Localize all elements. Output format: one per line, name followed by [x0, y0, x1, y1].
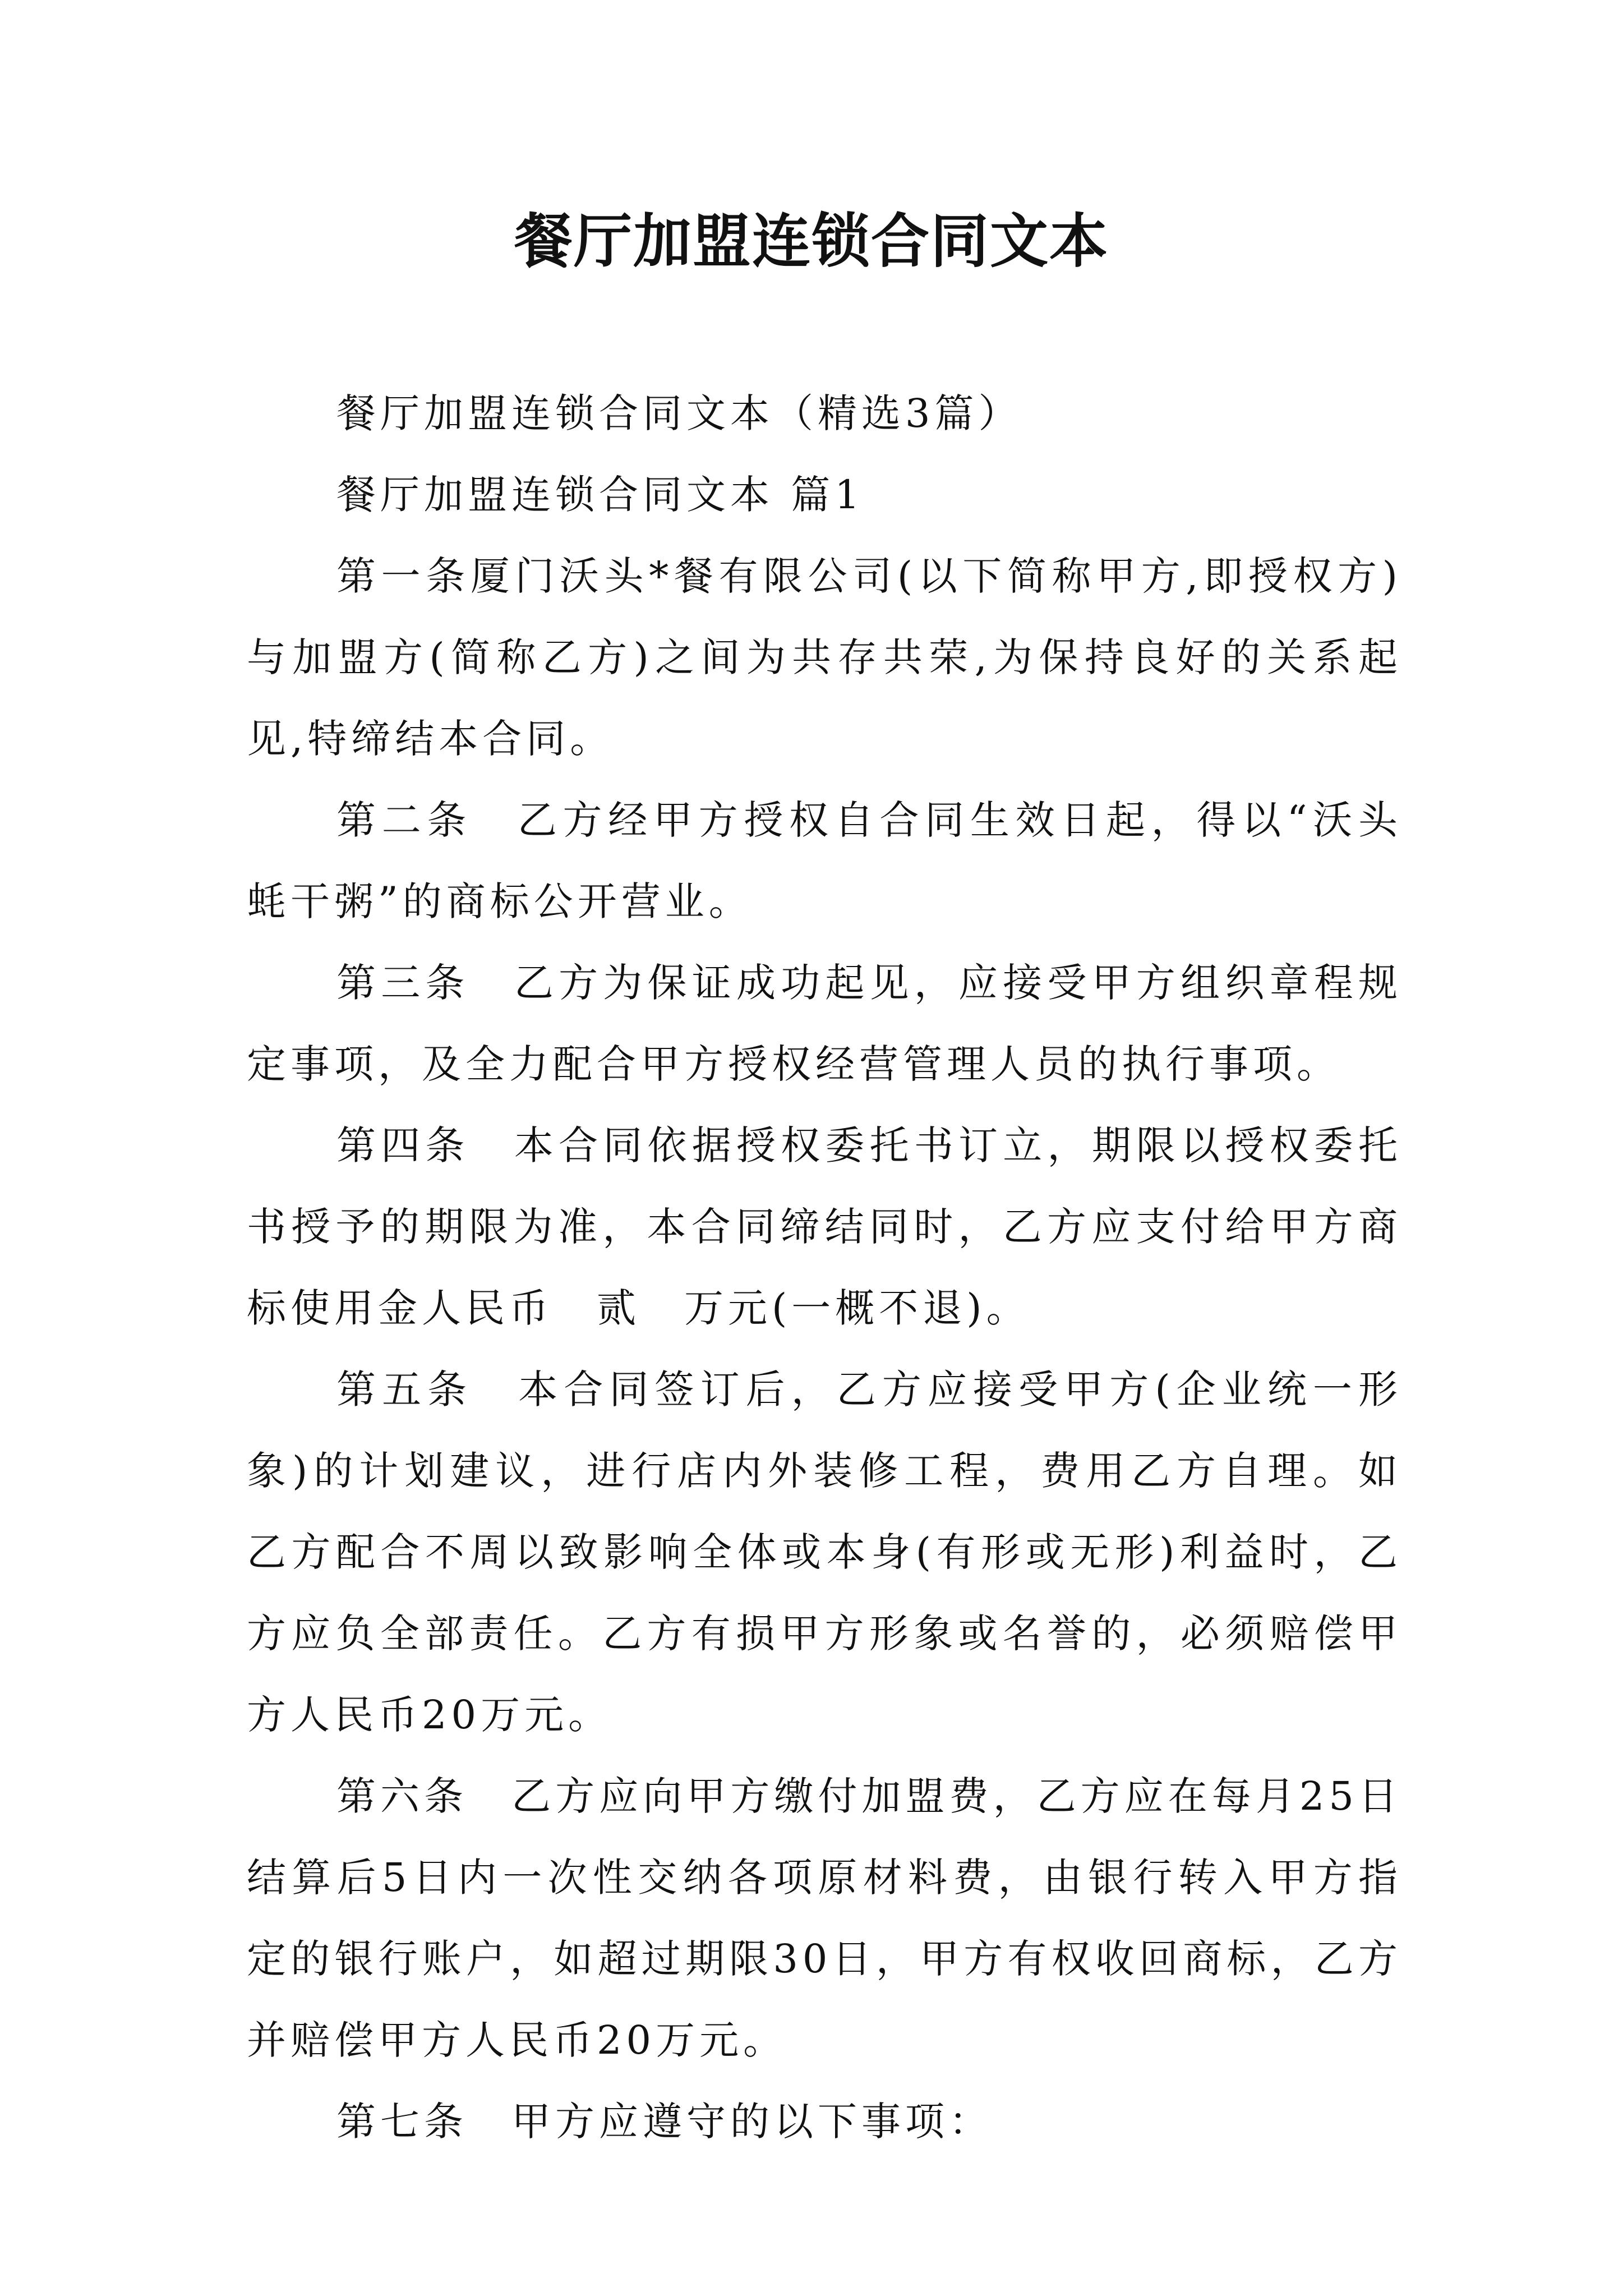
paragraph-article-7: 第七条 甲方应遵守的以下事项：: [336, 2099, 993, 2145]
paragraph-part-heading: 餐厅加盟连锁合同文本 篇1: [336, 472, 864, 518]
paragraph-article-5: 第五条 本合同签订后，乙方应接受甲方(企业统一形象)的计划建议，进行店内外装修工程，费用乙方自理。如乙方配合不周以致影响全体或本身(有形或无形)利益时，乙方应负全部责任。乙方有损甲方形象或名誉的，必须赔偿甲方人民币20万元。: [247, 1366, 1402, 1738]
paragraph-article-3: 第三条 乙方为保证成功起见，应接受甲方组织章程规定事项，及全力配合甲方授权经营管理人员的执行事项。: [247, 960, 1402, 1087]
document-body: [247, 373, 1402, 2162]
paragraph-article-1: 第一条厦门沃头*餐有限公司(以下简称甲方,即授权方)与加盟方(简称乙方)之间为共存共荣,为保持良好的关系起见,特缔结本合同。: [247, 553, 1402, 762]
paragraph-subtitle: 餐厅加盟连锁合同文本（精选3篇）: [336, 390, 1022, 436]
paragraph-article-6: 第六条 乙方应向甲方缴付加盟费，乙方应在每月25日结算后5日内一次性交纳各项原材料费，由银行转入甲方指定的银行账户，如超过期限30日，甲方有权收回商标，乙方并赔偿甲方人民币20万元。: [247, 1773, 1402, 2063]
document-title: 餐厅加盟连锁合同文本: [514, 206, 1109, 275]
paragraph-article-2: 第二条 乙方经甲方授权自合同生效日起，得以“沃头蚝干粥”的商标公开营业。: [247, 797, 1402, 924]
paragraph-article-4: 第四条 本合同依据授权委托书订立，期限以授权委托书授予的期限为准，本合同缔结同时，乙方应支付给甲方商标使用金人民币 贰 万元(一概不退)。: [247, 1122, 1402, 1331]
